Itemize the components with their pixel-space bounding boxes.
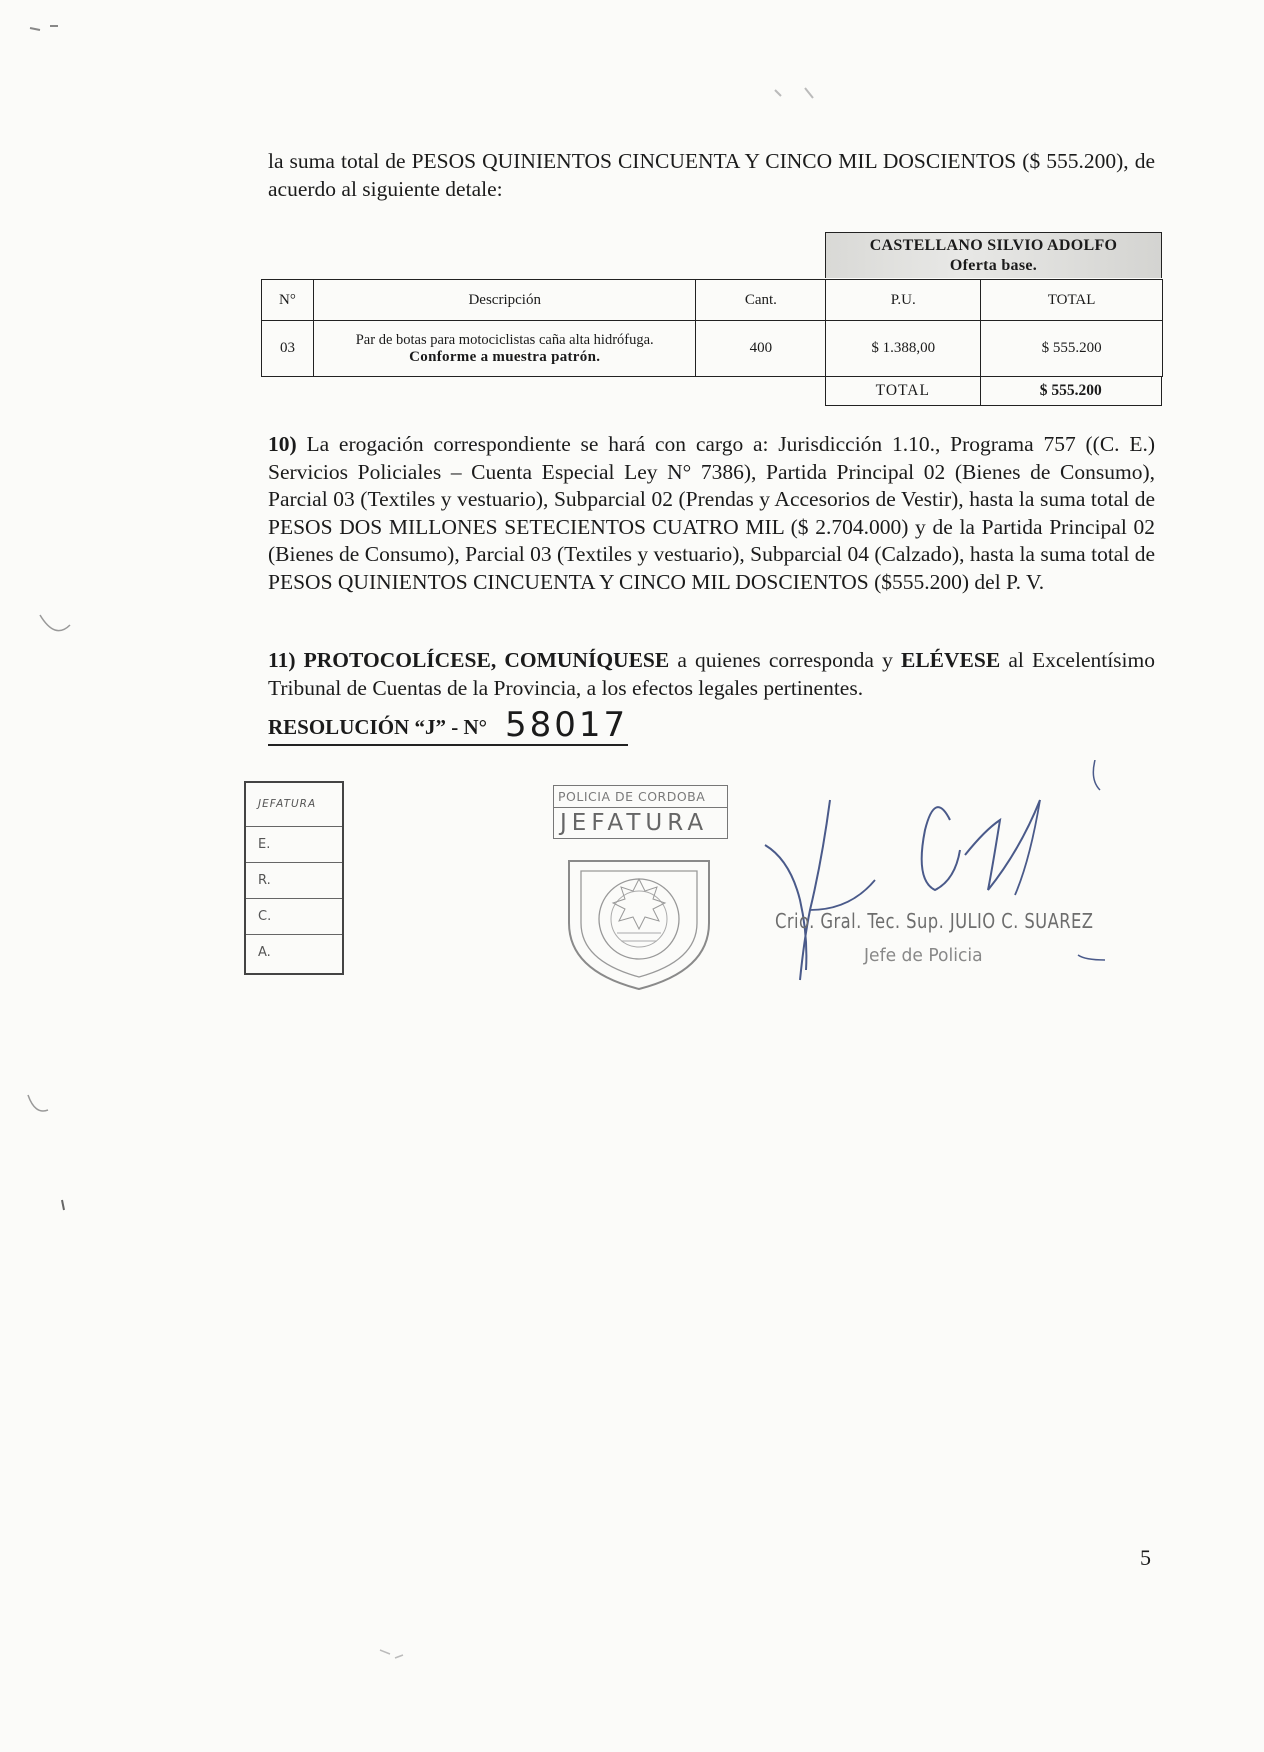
stamp-line-1: POLICIA DE CORDOBA xyxy=(553,785,728,808)
col-header-num: N° xyxy=(262,280,314,321)
routing-row-e: E. xyxy=(246,827,342,863)
col-header-qty: Cant. xyxy=(696,280,826,321)
signatory-role: Jefe de Policia xyxy=(864,945,983,966)
cell-qty: 400 xyxy=(696,321,826,377)
article-11-rest: al Excelentísimo Tribunal de Cuentas de la Provincia, a los efectos legales pertinentes. xyxy=(268,648,1155,700)
article-11 xyxy=(268,647,1155,702)
offer-vendor: CASTELLANO SILVIO ADOLFO xyxy=(869,237,1118,254)
items-table xyxy=(261,279,1163,377)
cell-num: 03 xyxy=(262,321,314,377)
routing-row-r: R. xyxy=(246,863,342,899)
total-label: TOTAL xyxy=(826,377,981,406)
desc-line-2: Conforme a muestra patrón. xyxy=(409,348,601,365)
police-stamp xyxy=(553,785,728,993)
comuniquese-word: COMUNÍQUESE xyxy=(504,648,670,672)
routing-box-title: JEFATURA xyxy=(246,783,342,827)
cell-total: $ 555.200 xyxy=(981,321,1163,377)
col-header-total: TOTAL xyxy=(981,280,1163,321)
article-11-number: 11) xyxy=(268,648,296,672)
elevese-word: ELÉVESE xyxy=(901,648,1001,672)
offer-type: Oferta base. xyxy=(949,257,1038,274)
routing-row-c: C. xyxy=(246,899,342,935)
page-number: 5 xyxy=(1140,1545,1151,1570)
resolution-line xyxy=(268,705,629,746)
police-shield-icon xyxy=(559,843,719,993)
resolution-number: 58017 xyxy=(505,705,629,745)
table-header-row xyxy=(262,280,1163,321)
article-11-mid: a quienes corresponda y xyxy=(669,648,901,672)
cell-unit-price: $ 1.388,00 xyxy=(826,321,981,377)
table-row xyxy=(262,321,1163,377)
offer-header xyxy=(825,232,1162,278)
article-10 xyxy=(268,431,1155,596)
cell-desc xyxy=(313,321,696,377)
routing-box xyxy=(244,781,344,975)
totals-table xyxy=(825,376,1162,406)
stamp-line-2: JEFATURA xyxy=(553,808,728,839)
signatory-name: Crio. Gral. Tec. Sup. JULIO C. SUAREZ xyxy=(775,909,1094,933)
protocolicese-word: PROTOCOLÍCESE, xyxy=(303,648,497,672)
routing-row-a: A. xyxy=(258,945,271,960)
article-10-text: La erogación correspondiente se hará con cargo a: Jurisdicción 1.10., Programa 757 ((C. E.) Servicios Policiales – Cuenta Especial Ley N° 7386), Partida Principal 02 (Bienes de Consumo), Parcial 03 (Textiles y vestuario), Subparcial 02 (Prendas y Accesorios de Vestir), hasta la suma total de PESOS DOS MILLONES SETECIENTOS CUATRO MIL ($ 2.704.000) y de la Partida Principal 02 (Bienes de Consumo), Parcial 03 (Textiles y vestuario), Subparcial 04 (Calzado), hasta la suma total de PESOS QUINIENTOS CINCUENTA Y CINCO MIL DOSCIENTOS ($555.200) del P. V. xyxy=(268,432,1155,594)
intro-paragraph: la suma total de PESOS QUINIENTOS CINCUENTA Y CINCO MIL DOSCIENTOS ($ 555.200), de acuerdo al siguiente detale: xyxy=(268,149,1155,201)
col-header-unit-price: P.U. xyxy=(826,280,981,321)
desc-line-1: Par de botas para motociclistas caña alta hidrófuga. xyxy=(355,331,654,348)
article-10-number: 10) xyxy=(268,432,297,456)
resolution-label: RESOLUCIÓN “J” - N° xyxy=(268,715,488,739)
total-value: $ 555.200 xyxy=(980,377,1161,406)
col-header-desc: Descripción xyxy=(313,280,696,321)
